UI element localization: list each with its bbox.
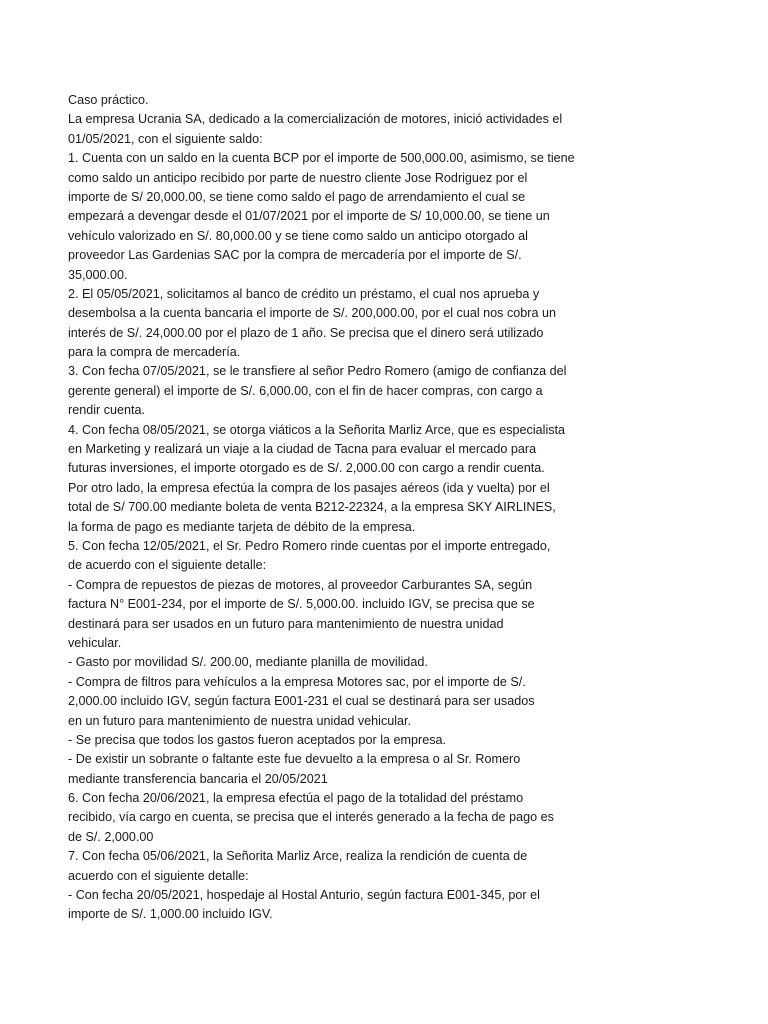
text-line: factura N° E001-234, por el importe de S/. 5,000.00. incluido IGV, se precisa que se <box>68 597 535 612</box>
text-line: 35,000.00. <box>68 267 128 282</box>
text-line: 01/05/2021, con el siguiente saldo: <box>68 131 263 146</box>
text-line: 4. Con fecha 08/05/2021, se otorga viáticos a la Señorita Marliz Arce, que es especialista <box>68 422 566 437</box>
text-line: - Compra de filtros para vehículos a la empresa Motores sac, por el importe de S/. <box>68 674 526 689</box>
text-line: empezará a devengar desde el 01/07/2021 por el importe de S/ 10,000.00, se tiene un <box>68 209 550 224</box>
text-line: futuras inversiones, el importe otorgado es de S/. 2,000.00 con cargo a rendir cuenta. <box>68 461 545 476</box>
text-line: 6. Con fecha 20/06/2021, la empresa efectúa el pago de la totalidad del préstamo <box>68 791 524 806</box>
text-line: para la compra de mercadería. <box>68 345 241 360</box>
text-line: La empresa Ucrania SA, dedicado a la comercialización de motores, inició actividades el <box>68 112 563 127</box>
text-line: importe de S/ 20,000.00, se tiene como saldo el pago de arrendamiento el cual se <box>68 189 526 204</box>
text-line: en un futuro para mantenimiento de nuestra unidad vehicular. <box>68 713 412 728</box>
text-line: 2. El 05/05/2021, solicitamos al banco de crédito un préstamo, el cual nos aprueba y <box>68 286 540 301</box>
text-line: importe de S/. 1,000.00 incluido IGV. <box>68 907 273 922</box>
text-line: recibido, vía cargo en cuenta, se precisa que el interés generado a la fecha de pago es <box>68 810 554 825</box>
text-line: - Con fecha 20/05/2021, hospedaje al Hostal Anturio, según factura E001-345, por el <box>68 888 540 903</box>
text-line: total de S/ 700.00 mediante boleta de venta B212-22324, a la empresa SKY AIRLINES, <box>68 500 556 515</box>
text-line: - De existir un sobrante o faltante este fue devuelto a la empresa o al Sr. Romero <box>68 752 521 767</box>
text-line: vehicular. <box>68 635 122 650</box>
text-line: vehículo valorizado en S/. 80,000.00 y se tiene como saldo un anticipo otorgado al <box>68 228 528 243</box>
text-line: la forma de pago es mediante tarjeta de débito de la empresa. <box>68 519 416 534</box>
text-line: de acuerdo con el siguiente detalle: <box>68 558 267 573</box>
text-line: mediante transferencia bancaria el 20/05/2021 <box>68 771 328 786</box>
text-line: 2,000.00 incluido IGV, según factura E001-231 el cual se destinará para ser usados <box>68 694 535 709</box>
text-line: Por otro lado, la empresa efectúa la compra de los pasajes aéreos (ida y vuelta) por el <box>68 480 550 495</box>
text-line: 5. Con fecha 12/05/2021, el Sr. Pedro Romero rinde cuentas por el importe entregado, <box>68 538 551 553</box>
text-line: 3. Con fecha 07/05/2021, se le transfiere al señor Pedro Romero (amigo de confianza del <box>68 364 567 379</box>
text-line: desembolsa a la cuenta bancaria el importe de S/. 200,000.00, por el cual nos cobra un <box>68 306 556 321</box>
text-line: 1. Cuenta con un saldo en la cuenta BCP por el importe de 500,000.00, asimismo, se tiene <box>68 151 575 166</box>
text-line: destinará para ser usados en un futuro para mantenimiento de nuestra unidad <box>68 616 504 631</box>
text-line: - Se precisa que todos los gastos fueron aceptados por la empresa. <box>68 732 447 747</box>
text-line: de S/. 2,000.00 <box>68 829 154 844</box>
document-body <box>68 91 708 925</box>
text-line: en Marketing y realizará un viaje a la ciudad de Tacna para evaluar el mercado para <box>68 442 537 457</box>
text-line: como saldo un anticipo recibido por parte de nuestro cliente Jose Rodriguez por el <box>68 170 528 185</box>
text-line: 7. Con fecha 05/06/2021, la Señorita Marliz Arce, realiza la rendición de cuenta de <box>68 849 528 864</box>
text-line: rendir cuenta. <box>68 403 146 418</box>
document-title: Caso práctico. <box>68 93 149 107</box>
text-line: - Compra de repuestos de piezas de motores, al proveedor Carburantes SA, según <box>68 577 533 592</box>
text-line: interés de S/. 24,000.00 por el plazo de 1 año. Se precisa que el dinero será utilizado <box>68 325 544 340</box>
text-line: acuerdo con el siguiente detalle: <box>68 868 249 883</box>
text-line: gerente general) el importe de S/. 6,000.00, con el fin de hacer compras, con cargo a <box>68 383 543 398</box>
text-line: - Gasto por movilidad S/. 200.00, mediante planilla de movilidad. <box>68 655 428 670</box>
text-line: proveedor Las Gardenias SAC por la compra de mercadería por el importe de S/. <box>68 248 522 263</box>
